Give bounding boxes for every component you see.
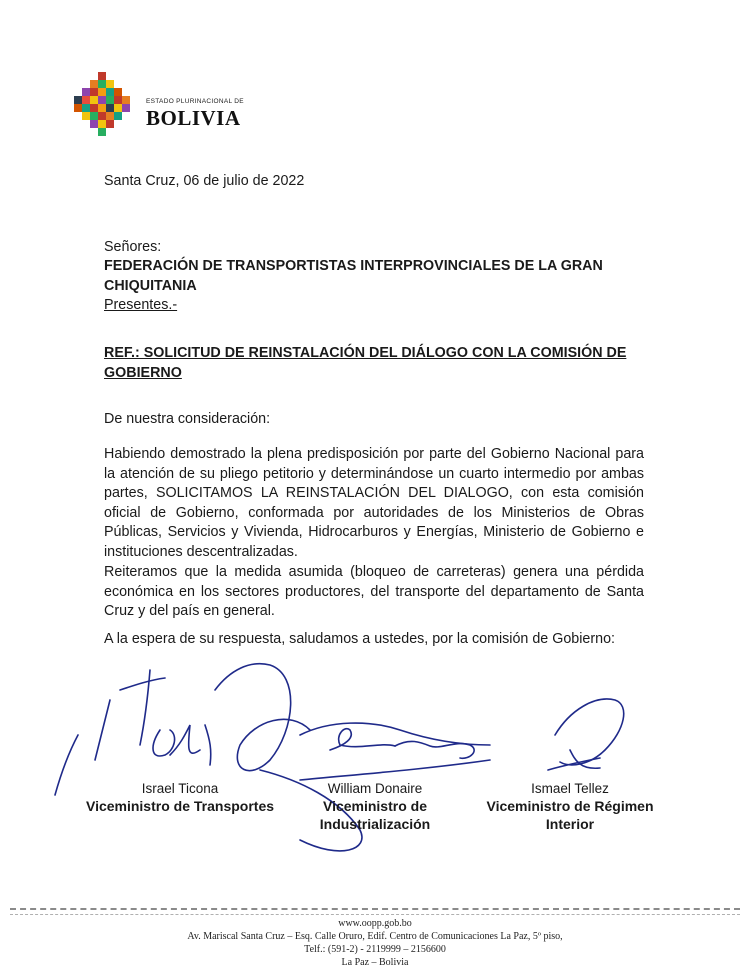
signatory-title: Viceministro de Industrialización xyxy=(319,798,431,832)
closing-line: A la espera de su respuesta, saludamos a ustedes, por la comisión de Gobierno: xyxy=(104,631,616,647)
logo-title: BOLIVIA xyxy=(146,106,241,130)
salutation: Señores: xyxy=(104,239,162,255)
letter-date: Santa Cruz, 06 de julio de 2022 xyxy=(104,173,305,189)
footer-city: La Paz – Bolivia xyxy=(341,957,409,967)
signatory-2 xyxy=(280,780,470,833)
footer-website: www.oopp.gob.bo xyxy=(338,918,412,929)
signatory-title: Viceministro de Régimen Interior xyxy=(486,798,654,832)
signatory-name: Ismael Tellez xyxy=(531,781,609,796)
presentes-line: Presentes.- xyxy=(104,297,178,313)
bolivia-emblem-icon xyxy=(70,72,144,146)
bolivia-logo xyxy=(70,72,250,146)
signatory-title: Viceministro de Transportes xyxy=(85,798,275,814)
body-paragraph-1: Habiendo demostrado la plena predisposición por parte del Gobierno Nacional para la atención de su pliego petitorio y determinándose un cuarto intermedio por ambas partes, SOLICITAMOS LA REINSTALACIÓN DEL DIALOGO, con esta comisión oficial de Gobierno, conformada por autoridades de los Ministerios de Obras Públicas, Servicios y Vivienda, Hidrocarburos y Energías, Ministerio de Gobierno e instituciones descentralizadas. xyxy=(104,446,644,560)
opening-line: De nuestra consideración: xyxy=(104,411,271,427)
recipient-name: FEDERACIÓN DE TRANSPORTISTAS INTERPROVINCIALES DE LA GRAN CHIQUITANIA xyxy=(104,258,603,294)
signatory-1 xyxy=(85,780,275,815)
logo-subtitle: ESTADO PLURINACIONAL DE xyxy=(146,98,244,105)
signatory-name: William Donaire xyxy=(327,781,423,796)
signatory-name: Israel Ticona xyxy=(141,781,219,796)
reference-line: REF.: SOLICITUD DE REINSTALACIÓN DEL DIÁLOGO CON LA COMISIÓN DE GOBIERNO xyxy=(104,345,627,381)
body-paragraph-2: Reiteramos que la medida asumida (bloqueo de carreteras) genera una pérdida económica en los sectores productores, del transporte del departamento de Santa Cruz y del país en general. xyxy=(104,564,644,619)
footer-phone: Telf.: (591-2) - 2119999 – 2156600 xyxy=(304,944,446,955)
signatory-3 xyxy=(475,780,665,833)
footer-address: Av. Mariscal Santa Cruz – Esq. Calle Oruro, Edif. Centro de Comunicaciones La Paz, 5º piso, xyxy=(187,931,563,942)
handwritten-signatures xyxy=(0,650,750,900)
footer-divider xyxy=(10,908,740,915)
